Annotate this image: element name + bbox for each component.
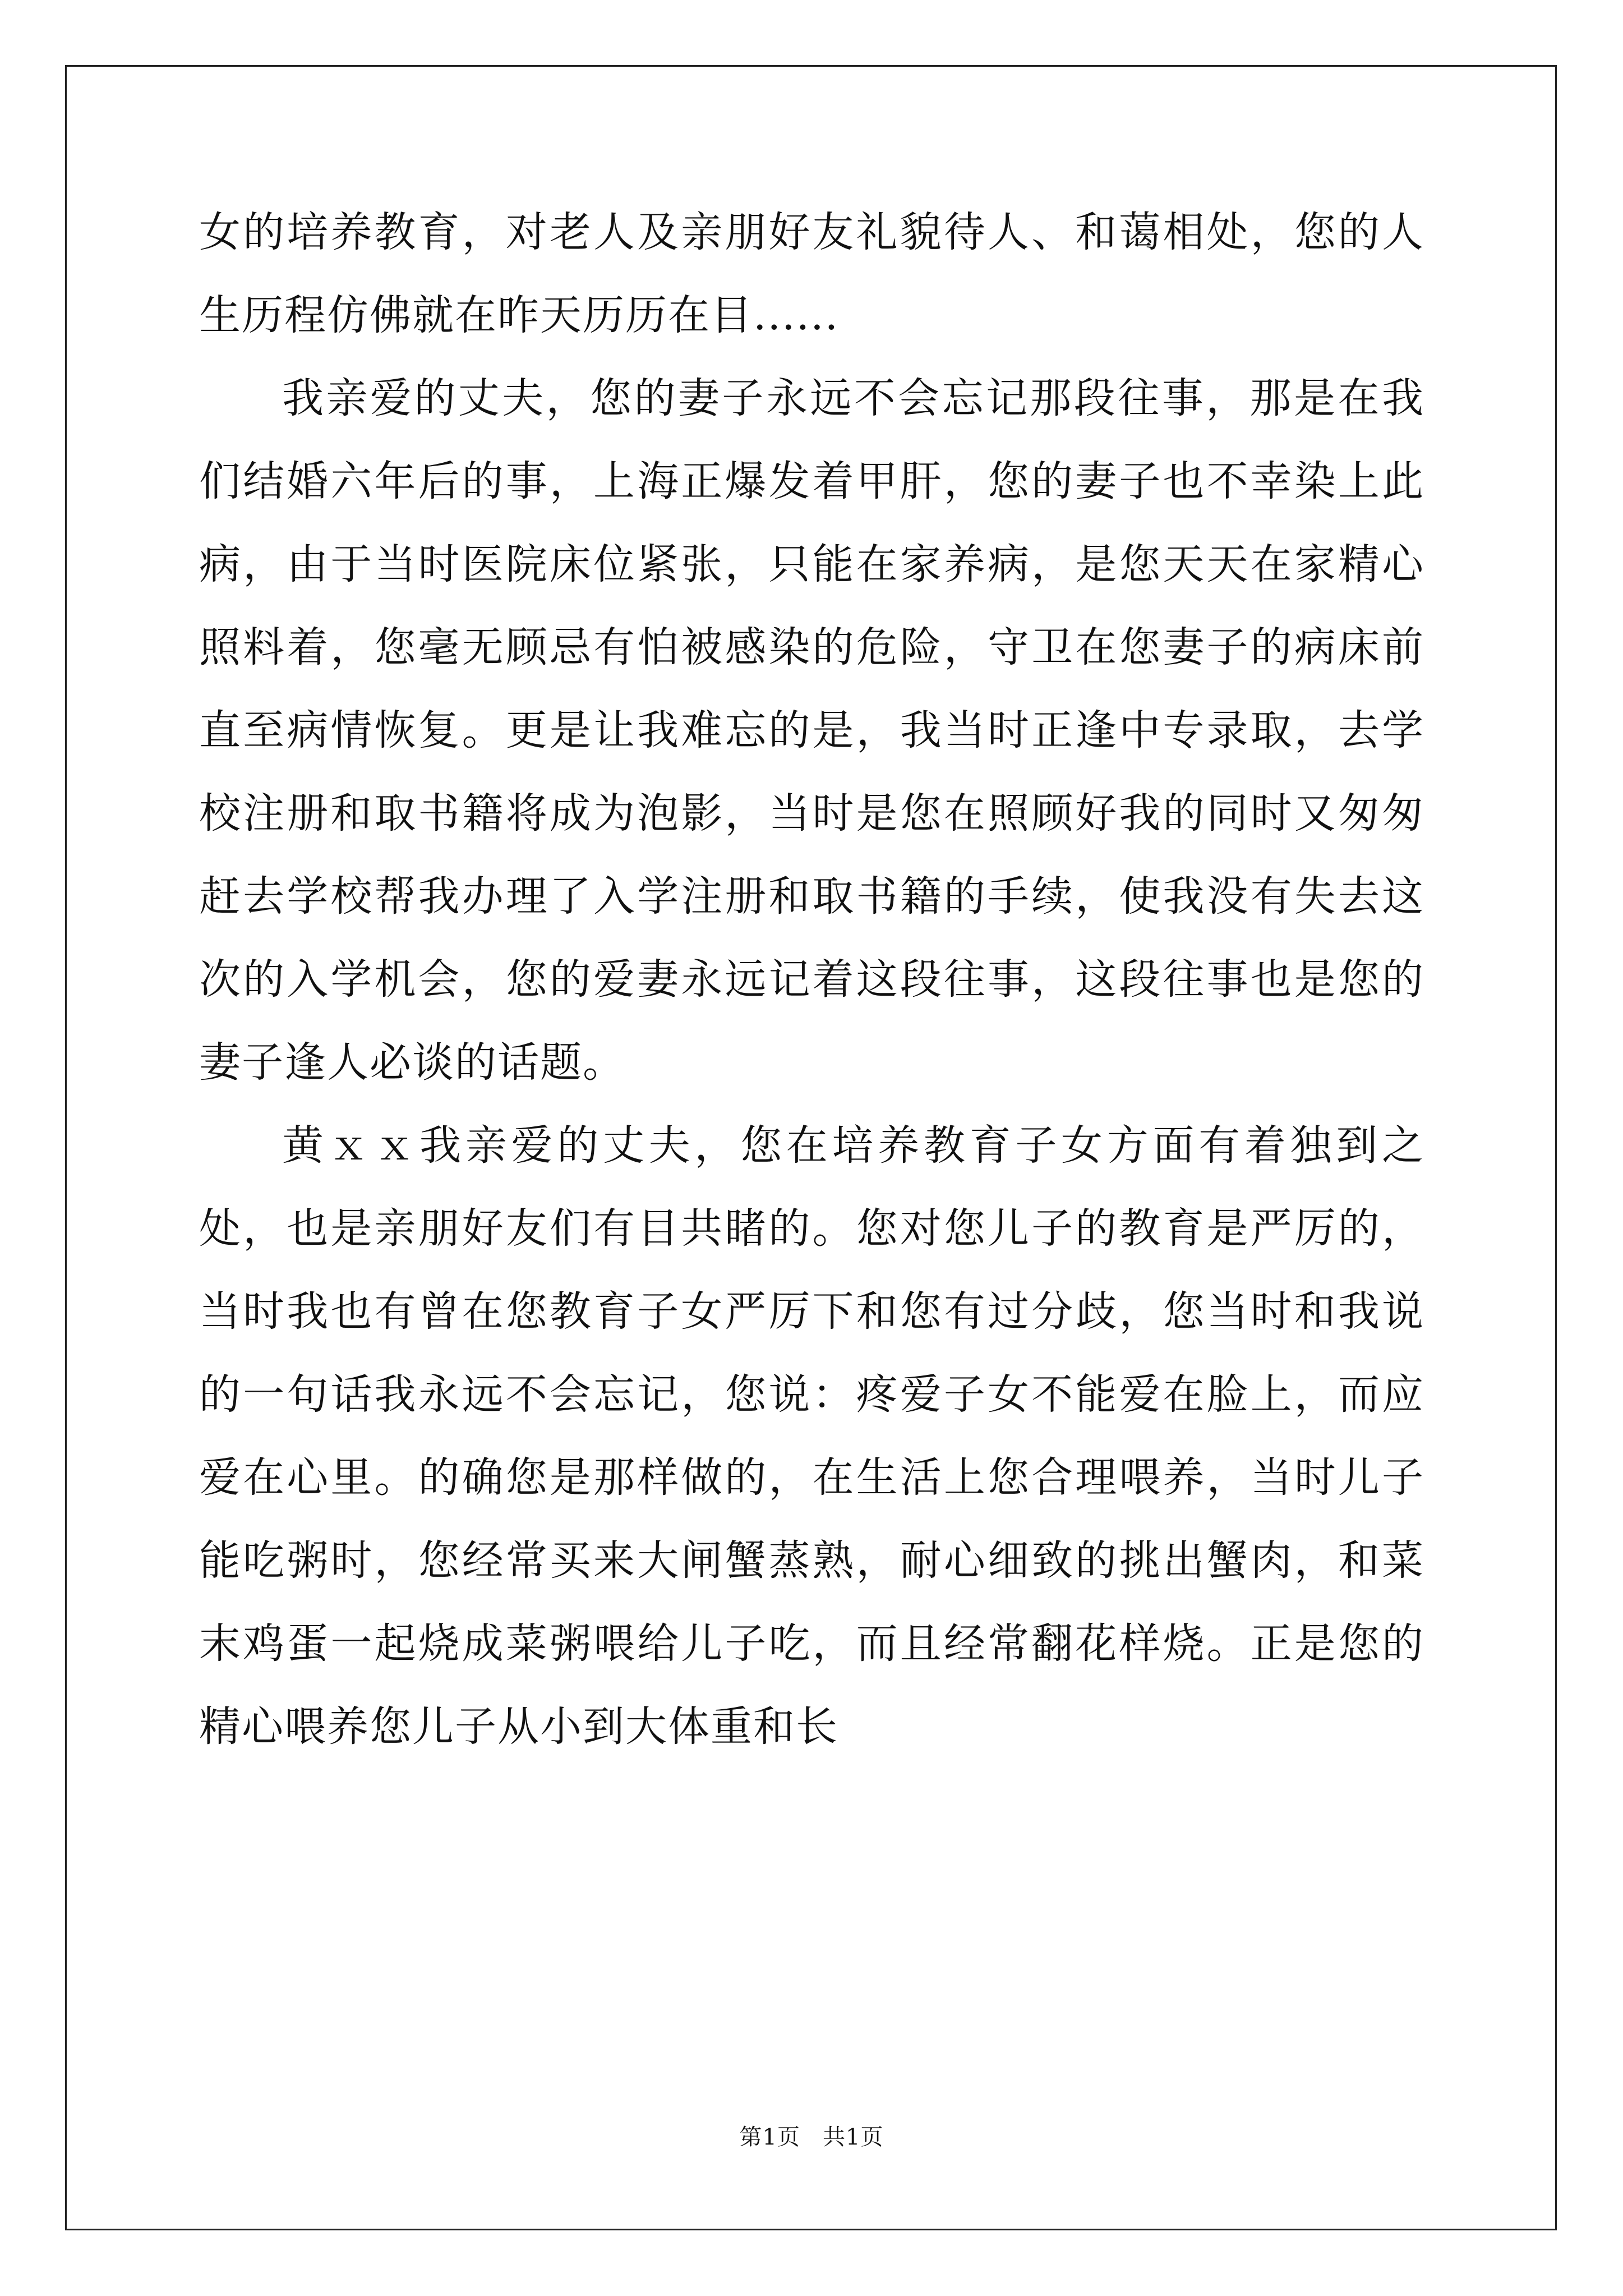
paragraph-child-education: 黄ｘｘ我亲爱的丈夫，您在培养教育子女方面有着独到之处，也是亲朋好友们有目共睹的。您对您儿子的教育是严厉的，当时我也有曾在您教育子女严厉下和您有过分歧，您当时和我说的一句话我永远不会忘记，您说：疼爱子女不能爱在脸上，而应爱在心里。的确您是那样做的，在生活上您合理喂养，当时儿子能吃粥时，您经常买来大闸蟹蒸熟，耐心细致的挑出蟹肉，和菜末鸡蛋一起烧成菜粥喂给儿子吃，而且经常翻花样烧。正是您的精心喂养您儿子从小到大体重和长: [199, 1121, 1424, 1751]
paragraph-continuation: 女的培养教育，对老人及亲朋好友礼貌待人、和蔼相处，您的人生历程仿佛就在昨天历历在目......: [199, 208, 1424, 339]
document-body: [199, 191, 1424, 1768]
page-number: 第1页: [739, 2124, 800, 2150]
paragraph-hepatitis-memory: 我亲爱的丈夫，您的妻子永远不会忘记那段往事，那是在我们结婚六年后的事，上海正爆发着甲肝，您的妻子也不幸染上此病，由于当时医院床位紧张，只能在家养病，是您天天在家精心照料着，您毫无顾忌有怕被感染的危险，守卫在您妻子的病床前直至病情恢复。更是让我难忘的是，我当时正逢中专录取，去学校注册和取书籍将成为泡影，当时是您在照顾好我的同时又匆匆赶去学校帮我办理了入学注册和取书籍的手续，使我没有失去这次的入学机会，您的爱妻永远记着这段往事，这段往事也是您的妻子逢人必谈的话题。: [199, 374, 1424, 1087]
page-total: 共1页: [823, 2124, 884, 2150]
page-footer: [0, 2120, 1623, 2154]
